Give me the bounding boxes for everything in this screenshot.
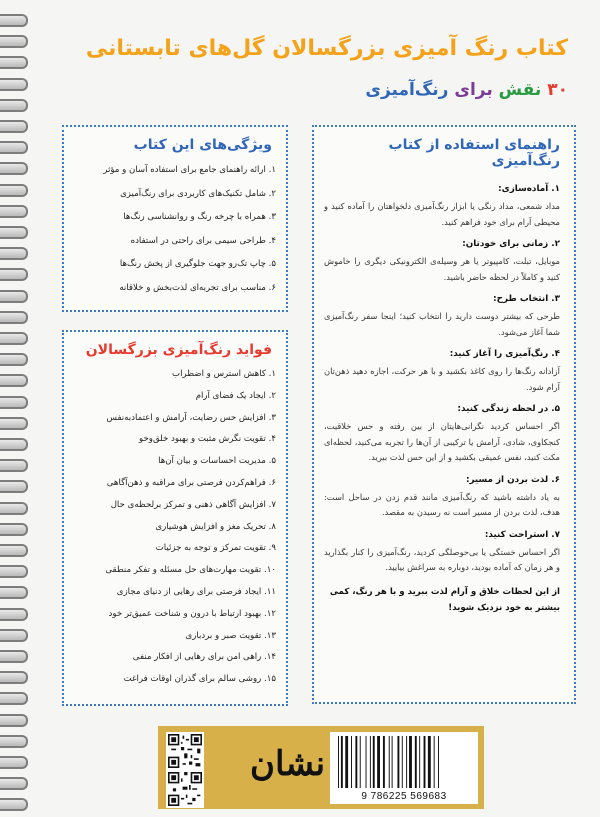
spiral-ring	[0, 586, 28, 599]
spiral-ring	[0, 374, 28, 387]
features-heading: ویژگی‌های این کتاب	[133, 137, 272, 153]
spiral-ring	[0, 205, 28, 218]
spiral-ring	[0, 35, 28, 48]
spiral-ring	[0, 523, 28, 536]
guide-section-heading: ۲. زمانی برای خودتان:	[462, 239, 560, 249]
list-item: ۳. همراه با چرخه رنگ و روانشناسی رنگ‌ها	[123, 212, 276, 222]
qr-code-icon	[168, 734, 202, 768]
spiral-ring	[0, 714, 28, 727]
guide-section-text: به یاد داشته باشید که رنگ‌آمیزی مانند قدم زدن در ساحل است: هدف، لذت بردن از مسیر است نه رسیدن به مقصد.	[324, 491, 560, 517]
qr-code	[166, 732, 204, 770]
list-item: ۱۳. تقویت صبر و بردباری	[185, 630, 276, 641]
spiral-ring	[0, 692, 28, 705]
list-item: ۴. طراحی سیمی برای راحتی در استفاده	[130, 235, 276, 246]
guide-section-heading: ۱. آماده‌سازی:	[498, 184, 560, 194]
spiral-ring	[0, 629, 28, 642]
guide-section-text: اگر احساس کردید نگرانی‌هایتان از بین رفته و حس خلاقیت، کنجکاوی، شادی، آرامش یا ترکیبی از آن‌ها را تجربه می‌کنید، لحظه‌ای مکث کنید، نفس عمیقی بکشید و از این حس لذت ببرید.	[324, 421, 560, 462]
benefits-heading: فواید رنگ‌آمیزی بزرگسالان	[85, 342, 272, 358]
spiral-ring	[0, 14, 28, 27]
guide-section-text: آزادانه رنگ‌ها را روی کاغذ بکشید و با هر حرکت، اجازه دهید ذهن‌تان آرام شود.	[324, 366, 560, 392]
guide-section-heading: ۴. رنگ‌آمیزی را آغاز کنید:	[449, 349, 560, 359]
subtitle-word-3: رنگ‌آمیزی	[365, 80, 449, 100]
list-item: ۳. افزایش حس رضایت، آرامش و اعتمادبه‌نفس	[106, 412, 276, 423]
guide-box	[312, 125, 576, 704]
spiral-ring	[0, 735, 28, 748]
subtitle-number: ۳۰	[547, 80, 568, 100]
spiral-ring	[0, 141, 28, 154]
list-item: ۱. ارائه راهنمای جامع برای استفاده آسان و مؤثر	[103, 165, 276, 175]
spiral-ring	[0, 396, 28, 409]
list-item: ۱. کاهش استرس و اضطراب	[172, 369, 276, 379]
list-item: ۵. مدیریت احساسات و بیان آن‌ها	[158, 456, 276, 467]
list-item: ۶. فراهم‌کردن فرصتی برای مراقبه و ذهن‌آگاهی	[106, 477, 276, 488]
list-item: ۱۲. بهبود ارتباط با درون و شناخت عمیق‌تر خود	[108, 608, 276, 619]
list-item: ۱۱. ایجاد فرصتی برای رهایی از دنیای مجازی	[116, 586, 276, 597]
spiral-ring	[0, 756, 28, 769]
isbn-barcode	[330, 732, 478, 804]
spiral-ring	[0, 544, 28, 557]
spiral-ring	[0, 56, 28, 69]
features-box	[62, 125, 288, 312]
benefits-box	[62, 330, 288, 706]
spiral-ring	[0, 184, 28, 197]
guide-section-text: طرحی که بیشتر دوست دارید را انتخاب کنید؛ اینجا سفر رنگ‌آمیزی شما آغاز می‌شود.	[324, 311, 560, 337]
spiral-ring	[0, 78, 28, 91]
isbn-number: 9 786225 569683	[361, 791, 447, 802]
list-item: ۲. ایجاد یک فضای آرام	[195, 390, 276, 401]
qr-code-icon	[168, 772, 202, 806]
spiral-ring	[0, 459, 28, 472]
spiral-ring	[0, 671, 28, 684]
guide-section-heading: ۷. استراحت کنید:	[484, 529, 560, 540]
list-item: ۹. تقویت تمرکز و توجه به جزئیات	[155, 543, 276, 554]
spiral-ring	[0, 162, 28, 175]
spiral-ring	[0, 608, 28, 621]
spiral-ring	[0, 565, 28, 578]
list-item: ۴. تقویت نگرش مثبت و بهبود خلق‌وخو	[139, 434, 276, 445]
back-cover-footer	[158, 726, 484, 809]
spiral-ring	[0, 417, 28, 430]
spiral-ring	[0, 798, 28, 811]
spiral-ring	[0, 777, 28, 790]
guide-section-heading: ۶. لذت بردن از مسیر:	[465, 474, 560, 485]
guide-section-text: اگر احساس خستگی یا بی‌حوصلگی کردید، رنگ‌آمیزی را کنار بگذارید و هر زمان که آماده بودید، دوباره به سراغش بیایید.	[324, 546, 560, 572]
list-item: ۱۴. راهی امن برای رهایی از افکار منفی	[132, 652, 276, 663]
spiral-ring	[0, 120, 28, 133]
features-list	[64, 159, 286, 300]
list-item: ۱۵. روشی سالم برای گذران اوقات فراغت	[123, 674, 276, 685]
spiral-ring	[0, 332, 28, 345]
spiral-ring	[0, 268, 28, 281]
guide-final-note: از این لحظات خلاق و آرام لذت ببرید و با هر رنگ، کمی بیشتر به خود نزدیک شوید!	[329, 586, 560, 613]
spiral-ring	[0, 353, 28, 366]
guide-heading: راهنمای استفاده از کتاب رنگ‌آمیزی	[388, 137, 560, 169]
book-subtitle	[365, 80, 568, 100]
list-item: ۲. شامل تکنیک‌های کاربردی برای رنگ‌آمیزی	[120, 188, 276, 199]
spiral-ring	[0, 99, 28, 112]
guide-section-heading: ۵. در لحظه زندگی کنید:	[457, 404, 560, 414]
spiral-ring	[0, 290, 28, 303]
guide-section-text: مداد شمعی، مداد رنگی یا ابزار رنگ‌آمیزی دلخواهتان را آماده کنید و محیطی آرام برای خود فراهم کنید.	[324, 201, 560, 227]
qr-code-secondary	[166, 770, 204, 808]
spiral-ring	[0, 502, 28, 515]
benefits-list	[64, 364, 286, 691]
publisher-logo: نشان	[250, 744, 326, 784]
list-item: ۵. چاپ تک‌رو جهت جلوگیری از پخش رنگ‌ها	[119, 259, 276, 269]
list-item: ۸. تحریک مغز و افزایش هوشیاری	[155, 521, 276, 532]
spiral-ring	[0, 650, 28, 663]
guide-sections	[314, 182, 574, 576]
book-title: کتاب رنگ آمیزی بزرگسالان گل‌های تابستانی	[85, 36, 568, 61]
list-item: ۶. مناسب برای تجربه‌ای لذت‌بخش و خلاقانه	[119, 282, 276, 293]
spiral-ring	[0, 311, 28, 324]
guide-section-heading: ۳. انتخاب طرح:	[493, 294, 560, 304]
subtitle-word-2: برای	[454, 80, 493, 100]
list-item: ۷. افزایش آگاهی ذهنی و تمرکز برلحظه‌ی حال	[110, 499, 276, 510]
spiral-ring	[0, 226, 28, 239]
subtitle-word-1: نقش	[498, 80, 542, 100]
spiral-ring	[0, 480, 28, 493]
spiral-binding	[0, 0, 28, 817]
barcode-icon	[336, 736, 472, 788]
spiral-ring	[0, 438, 28, 451]
spiral-ring	[0, 247, 28, 260]
guide-section-text: موبایل، تبلت، کامپیوتر یا هر وسیله‌ی الکترونیکی دیگری را خاموش کنید و کاملاً در لحظه حاضر باشید.	[324, 256, 560, 282]
list-item: ۱۰. تقویت مهارت‌های حل مسئله و تفکر منطقی	[105, 565, 276, 576]
